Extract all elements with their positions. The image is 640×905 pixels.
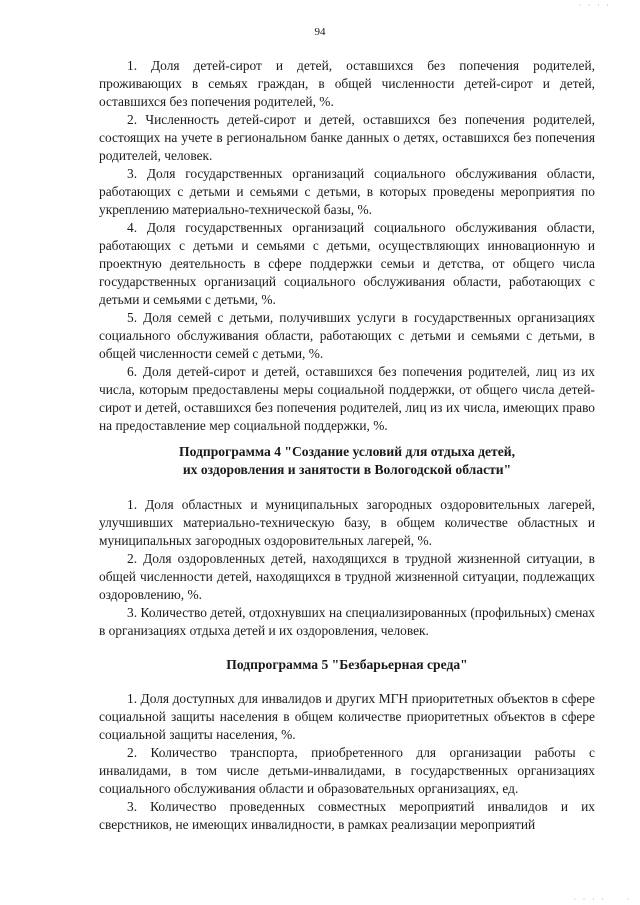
scan-artifact-top: · · · · xyxy=(578,2,611,9)
paragraph: 1. Доля доступных для инвалидов и других МГН приоритетных объектов в сфере социальной защиты населения в общем количестве приоритетных объектов в сфере социальной защиты населения, %. xyxy=(99,691,595,742)
subprogram-4-heading xyxy=(99,443,595,479)
paragraph: 2. Количество транспорта, приобретенного для организации работы с инвалидами, в том числе детьми-инвалидами, в государственных организациях социального обслуживания области и образовательных организациях, ед. xyxy=(99,745,595,796)
paragraph: 3. Доля государственных организаций социального обслуживания области, работающих с детьми и семьями с детьми, в которых проведены мероприятия по укреплению материально-технической базы, %. xyxy=(99,166,595,217)
paragraph: 3. Количество проведенных совместных мероприятий инвалидов и их сверстников, не имеющих инвалидности, в рамках реализации мероприятий xyxy=(99,799,595,832)
paragraph: 5. Доля семей с детьми, получивших услуги в государственных организациях социального обслуживания области, работающих с детьми и семьями с детьми, в общей численности семей с детьми, %. xyxy=(99,310,595,361)
section-1-body xyxy=(99,57,595,435)
paragraph: 2. Численность детей-сирот и детей, оставшихся без попечения родителей, состоящих на учете в региональном банке данных о детях, оставшихся без попечения родителей, человек. xyxy=(99,112,595,163)
paragraph: 1. Доля областных и муниципальных загородных оздоровительных лагерей, улучшивших материально-техническую базу, в общем количестве областных и муниципальных загородных оздоровительных лагерей, %. xyxy=(99,497,595,548)
heading-line: Подпрограмма 5 "Безбарьерная среда" xyxy=(226,657,468,672)
section-3-body xyxy=(99,690,595,834)
heading-line: Подпрограмма 4 "Создание условий для отдыха детей, xyxy=(179,444,515,459)
scan-artifact-bottom: · · · · xyxy=(573,896,606,903)
page-number: 94 xyxy=(314,26,326,38)
paragraph: 2. Доля оздоровленных детей, находящихся в трудной жизненной ситуации, в общей численности детей, находящихся в трудной жизненной ситуации, подлежащих оздоровлению, %. xyxy=(99,551,595,602)
paragraph: 1. Доля детей-сирот и детей, оставшихся без попечения родителей, проживающих в семьях граждан, в общей численности детей-сирот и детей, оставшихся без попечения родителей, %. xyxy=(99,58,595,109)
paragraph: 3. Количество детей, отдохнувших на специализированных (профильных) сменах в организациях отдыха детей и их оздоровления, человек. xyxy=(99,605,595,638)
section-2-body xyxy=(99,496,595,640)
paragraph: 6. Доля детей-сирот и детей, оставшихся без попечения родителей, лиц из их числа, которым предоставлены меры социальной поддержки, от общего числа детей-сирот и детей, оставшихся без попечения родителей, лиц из их числа, имеющих право на предоставление мер социальной поддержки, %. xyxy=(99,364,595,433)
paragraph: 4. Доля государственных организаций социального обслуживания области, работающих с детьми и семьями с детьми, осуществляющих инновационную и проектную деятельность в сфере поддержки семьи и детства, от общего числа государственных организаций социального обслуживания области, работающих с детьми и семьями с детьми, %. xyxy=(99,220,595,307)
scan-artifact-corner: · xyxy=(626,896,631,903)
subprogram-5-heading xyxy=(99,656,595,674)
heading-line: их оздоровления и занятости в Вологодской области" xyxy=(182,462,512,477)
